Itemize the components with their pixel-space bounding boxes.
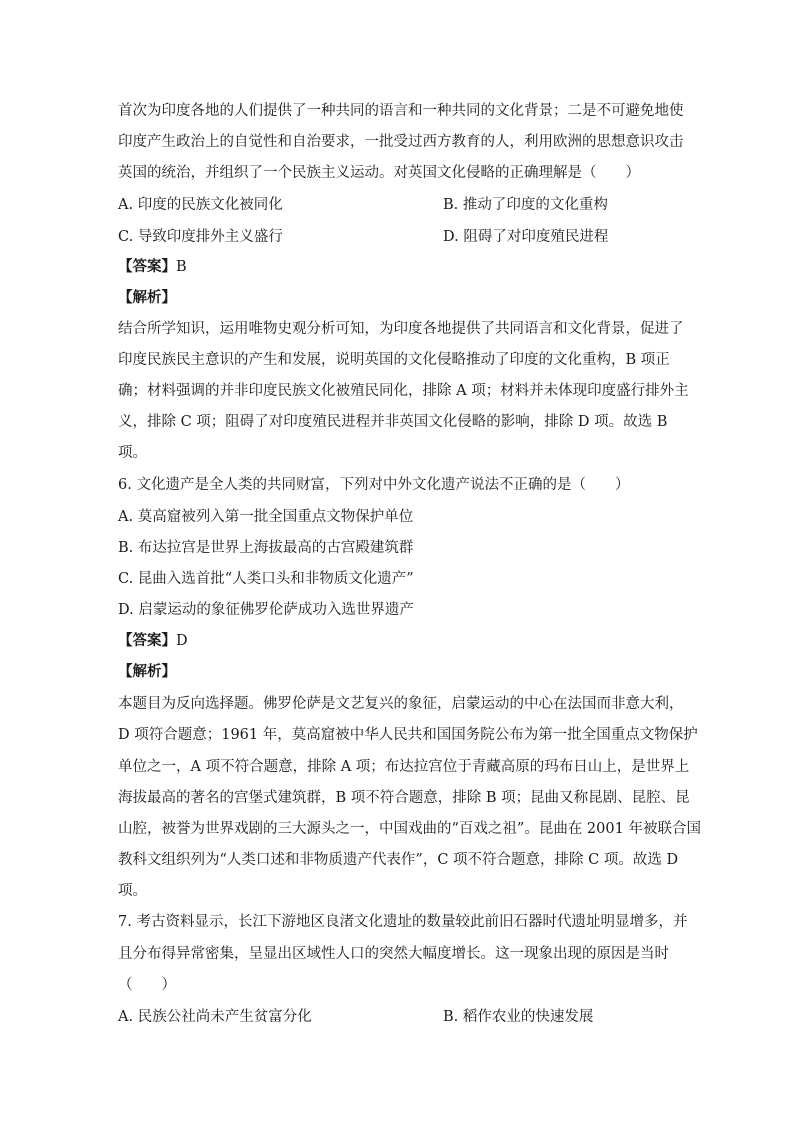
q7-stem-line-2: 且分布得异常密集，呈显出区域性人口的突然大幅度增长。这一现象出现的原因是当时 <box>118 946 669 962</box>
q5-answer <box>118 257 678 277</box>
q5-analysis-line-4: 义，排除 C 项；阻碍了对印度殖民进程并非英国文化侵略的影响，排除 D 项。故选 B <box>118 414 668 430</box>
q5-answer-label: 【答案】 <box>118 259 176 275</box>
q6-option-d: D. 启蒙运动的象征佛罗伦萨成功入选世界遗产 <box>118 602 414 618</box>
q6-analysis-heading: 【解析】 <box>118 664 176 680</box>
q6-answer-label: 【答案】 <box>118 633 176 649</box>
q5-answer-value: B <box>176 259 187 275</box>
q6-analysis-line-3: 单位之一，A 项不符合题意，排除 A 项；布达拉宫位于青藏高原的玛布日山上，是世界上 <box>118 759 690 775</box>
q6-analysis-line-7: 项。 <box>118 883 147 899</box>
q5-analysis-line-3: 确；材料强调的并非印度民族文化被殖民同化，排除 A 项；材料并未体现印度盛行排外主 <box>118 383 689 399</box>
q5-stem-line-2: 印度产生政治上的自觉性和自治要求，一批受过西方教育的人，利用欧洲的思想意识攻击 <box>118 134 684 150</box>
q7-option-b: B. 稻作农业的快速发展 <box>443 1009 594 1025</box>
q6-answer <box>118 631 678 651</box>
q6-analysis-label <box>118 662 678 682</box>
q5-option-b: B. 推动了印度的文化重构 <box>443 197 608 213</box>
q5-option-a: A. 印度的民族文化被同化 <box>118 197 283 213</box>
q5-analysis-label <box>118 288 678 308</box>
q5-analysis-line-1: 结合所学知识，运用唯物史观分析可知，为印度各地提供了共同语言和文化背景，促进了 <box>118 321 684 337</box>
q5-option-c: C. 导致印度排外主义盛行 <box>118 229 283 245</box>
q5-stem-line-3: 英国的统治，并组织了一个民族主义运动。对英国文化侵略的正确理解是（ ） <box>118 165 640 181</box>
q7-stem-line-1: 7. 考古资料显示，长江下游地区良渚文化遗址的数量较此前旧石器时代遗址明显增多，并 <box>118 914 688 930</box>
q6-stem: 6. 文化遗产是全人类的共同财富，下列对中外文化遗产说法不正确的是（ ） <box>118 477 630 493</box>
q5-option-d: D. 阻碍了对印度殖民进程 <box>443 229 609 245</box>
q5-analysis-heading: 【解析】 <box>118 290 176 306</box>
q6-option-a: A. 莫高窟被列入第一批全国重点文物保护单位 <box>118 509 414 525</box>
q5-analysis-line-5: 项。 <box>118 445 147 461</box>
q6-analysis-line-2: D 项符合题意；1961 年，莫高窟被中华人民共和国国务院公布为第一批全国重点文物保护 <box>118 727 698 743</box>
q6-analysis-line-5: 山腔，被誉为世界戏剧的三大源头之一，中国戏曲的“百戏之祖”。昆曲在 2001 年被联合国 <box>118 821 701 837</box>
q5-stem-line-1: 首次为印度各地的人们提供了一种共同的语言和一种共同的文化背景；二是不可避免地使 <box>118 103 684 119</box>
q7-option-a: A. 民族公社尚未产生贫富分化 <box>118 1009 312 1025</box>
q6-analysis-line-6: 教科文组织列为“人类口述和非物质遗产代表作”，C 项不符合题意，排除 C 项。故选 D <box>118 852 679 868</box>
q6-answer-value: D <box>176 633 188 649</box>
q6-analysis-line-4: 海拔最高的著名的宫堡式建筑群，B 项不符合题意，排除 B 项；昆曲又称昆剧、昆腔、昆 <box>118 790 690 806</box>
q6-option-c: C. 昆曲入选首批“人类口头和非物质文化遗产” <box>118 571 414 587</box>
q6-analysis-line-1: 本题目为反向选择题。佛罗伦萨是文艺复兴的象征，启蒙运动的中心在法国而非意大利， <box>118 696 684 712</box>
q5-analysis-line-2: 印度民族民主意识的产生和发展，说明英国的文化侵略推动了印度的文化重构，B 项正 <box>118 352 670 368</box>
q6-option-b: B. 布达拉宫是世界上海拔最高的古宫殿建筑群 <box>118 540 414 556</box>
q7-stem-line-3: （ ） <box>118 977 176 993</box>
